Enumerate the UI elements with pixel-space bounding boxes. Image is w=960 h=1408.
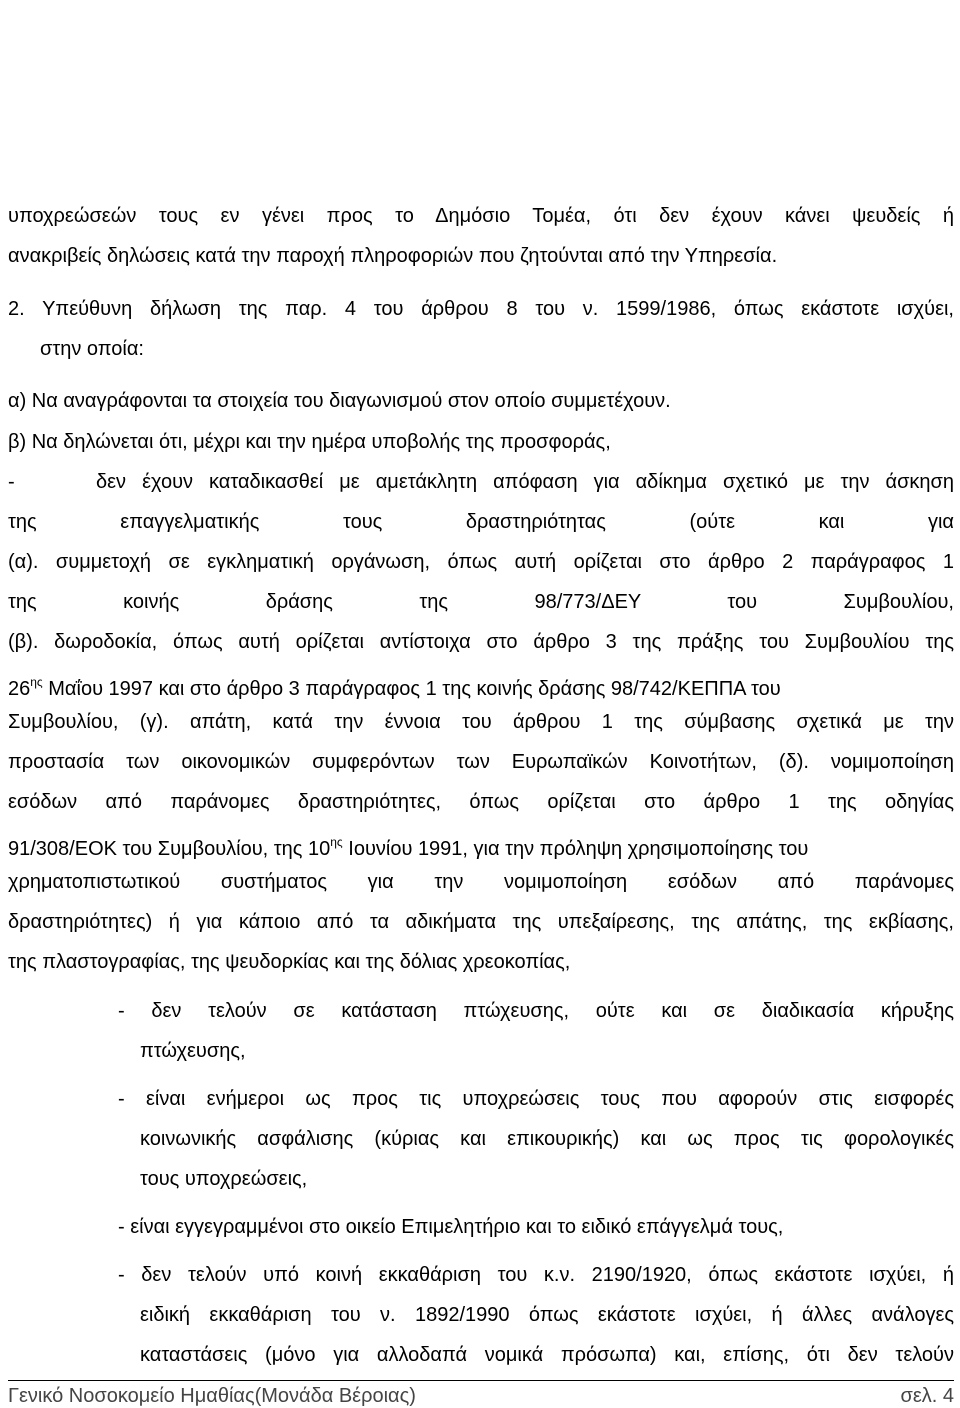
paragraph-line: Συμβουλίου, (γ). απάτη, κατά την έννοια του άρθρου 1 της σύμβασης σχετικά με την bbox=[8, 711, 954, 733]
bullet-item-line: καταστάσεις (μόνο για αλλοδαπά νομικά πρόσωπα) και, επίσης, ότι δεν τελούν bbox=[140, 1344, 954, 1366]
bullet-item-line: πτώχευσης, bbox=[140, 1040, 246, 1062]
bullet-item-line: - δεν τελούν σε κατάσταση πτώχευσης, ούτε και σε διαδικασία κήρυξης bbox=[118, 1000, 954, 1022]
ordinal-superscript: ης bbox=[330, 835, 343, 849]
bullet-item-line: - είναι ενήμεροι ως προς τις υποχρεώσεις τους που αφορούν στις εισφορές bbox=[118, 1088, 954, 1110]
text-run: 91/308/ΕΟΚ του Συμβουλίου, της 10 bbox=[8, 838, 331, 860]
numbered-item-line: 2. Υπεύθυνη δήλωση της παρ. 4 του άρθρου 8 του ν. 1599/1986, όπως εκάστοτε ισχύει, bbox=[8, 298, 954, 320]
dash-marker: - bbox=[8, 471, 15, 493]
bullet-item-line: ειδική εκκαθάριση του ν. 1892/1990 όπως εκάστοτε ισχύει, ή άλλες ανάλογες bbox=[140, 1304, 954, 1326]
paragraph-line: ανακριβείς δηλώσεις κατά την παροχή πληροφοριών που ζητούνται από την Υπηρεσία. bbox=[8, 245, 778, 267]
bullet-item-line: κοινωνικής ασφάλισης (κύριας και επικουρικής) και ως προς τις φορολογικές bbox=[140, 1128, 954, 1150]
footer-organization: Γενικό Νοσοκομείο Ημαθίας(Μονάδα Βέροιας) bbox=[8, 1385, 416, 1407]
paragraph-line: υποχρεώσεών τους εν γένει προς το Δημόσιο Τομέα, ότι δεν έχουν κάνει ψευδείς ή bbox=[8, 205, 954, 227]
ordinal-superscript: ης bbox=[30, 675, 43, 689]
paragraph-line: της κοινής δράσης της 98/773/ΔΕΥ του Συμβουλίου, bbox=[8, 591, 954, 613]
paragraph-line bbox=[8, 830, 954, 861]
bullet-item-line: - είναι εγγεγραμμένοι στο οικείο Επιμελητήριο και το ειδικό επάγγελμά τους, bbox=[118, 1216, 784, 1238]
paragraph-line bbox=[8, 670, 954, 701]
paragraph-line: της επαγγελματικής τους δραστηριότητας (ούτε και για bbox=[8, 511, 954, 533]
text-run: Μαΐου 1997 και στο άρθρο 3 παράγραφος 1 της κοινής δράσης 98/742/ΚΕΠΠΑ του bbox=[42, 678, 781, 700]
footer-divider bbox=[8, 1380, 954, 1381]
paragraph-line: δραστηριότητες) ή για κάποιο από τα αδικήματα της υπεξαίρεσης, της απάτης, της εκβίασης, bbox=[8, 911, 954, 933]
page-number: σελ. 4 bbox=[900, 1385, 954, 1407]
list-item-a: α) Να αναγράφονται τα στοιχεία του διαγωνισμού στον οποίο συμμετέχουν. bbox=[8, 390, 671, 412]
bullet-item-line: τους υποχρεώσεις, bbox=[140, 1168, 308, 1190]
paragraph-line: εσόδων από παράνομες δραστηριότητες, όπως ορίζεται στο άρθρο 1 της οδηγίας bbox=[8, 791, 954, 813]
paragraph-line: (α). συμμετοχή σε εγκληματική οργάνωση, όπως αυτή ορίζεται στο άρθρο 2 παράγραφος 1 bbox=[8, 551, 954, 573]
numbered-item-line: στην οποία: bbox=[40, 338, 144, 360]
text-run: Ιουνίου 1991, για την πρόληψη χρησιμοποίησης του bbox=[342, 838, 809, 860]
paragraph-line: της πλαστογραφίας, της ψευδορκίας και της δόλιας χρεοκοπίας, bbox=[8, 951, 571, 973]
paragraph-line: (β). δωροδοκία, όπως αυτή ορίζεται αντίστοιχα στο άρθρο 3 της πράξης του Συμβουλίου της bbox=[8, 631, 954, 653]
bullet-item-line: - δεν τελούν υπό κοινή εκκαθάριση του κ.ν. 2190/1920, όπως εκάστοτε ισχύει, ή bbox=[118, 1264, 954, 1286]
paragraph-line: χρηματοπιστωτικού συστήματος για την νομιμοποίηση εσόδων από παράνομες bbox=[8, 871, 954, 893]
dash-item-line: δεν έχουν καταδικασθεί με αμετάκλητη απόφαση για αδίκημα σχετικό με την άσκηση bbox=[96, 471, 954, 493]
paragraph-line: προστασία των οικονομικών συμφερόντων των Ευρωπαϊκών Κοινοτήτων, (δ). νομιμοποίηση bbox=[8, 751, 954, 773]
text-run: 26 bbox=[8, 678, 31, 700]
list-item-b: β) Να δηλώνεται ότι, μέχρι και την ημέρα υποβολής της προσφοράς, bbox=[8, 431, 611, 453]
